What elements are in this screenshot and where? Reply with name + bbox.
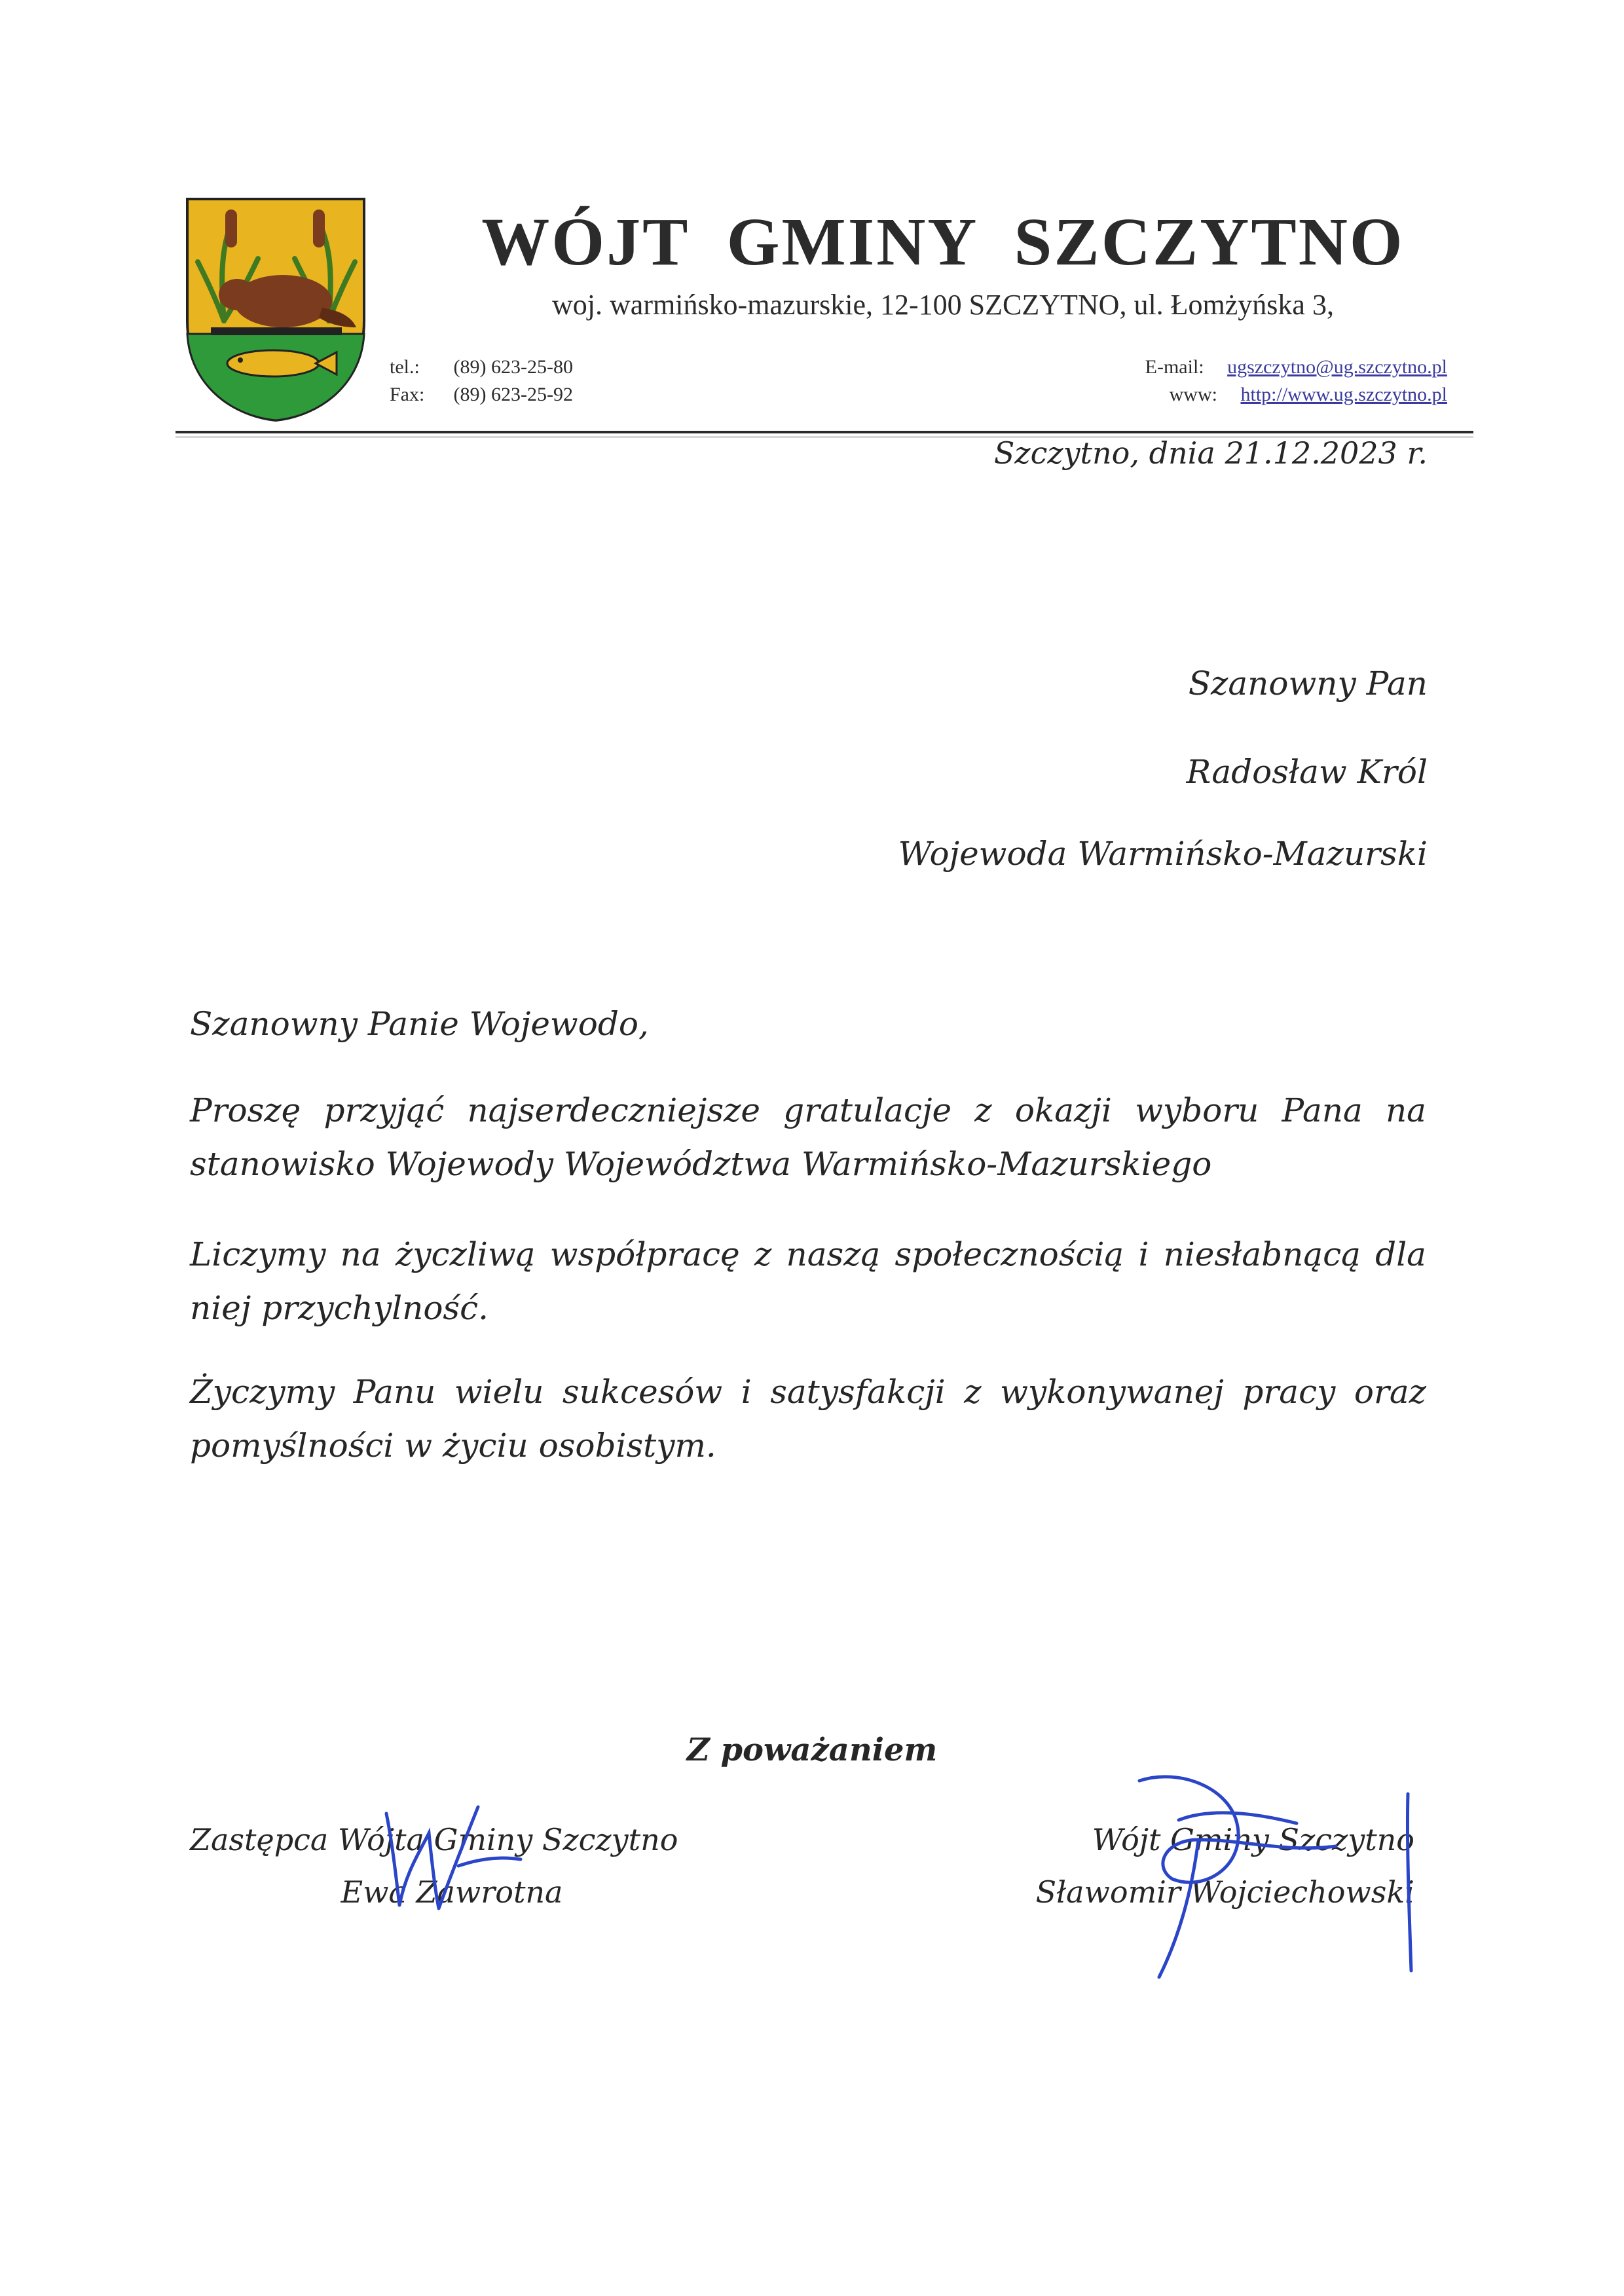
letter-date: Szczytno, dnia 21.12.2023 r.	[993, 435, 1428, 471]
www-label: www:	[1169, 384, 1217, 405]
mayor-title: Wójt Gminy Szczytno	[1092, 1822, 1414, 1857]
handwritten-signature-mayor	[1087, 1768, 1428, 1990]
tel-value: (89) 623-25-80	[453, 356, 573, 378]
recipient-name: Radosław Król	[1186, 753, 1428, 791]
recipient-greeting: Szanowny Pan	[1188, 665, 1428, 702]
body-paragraph: Proszę przyjąć najserdeczniejsze gratulacje z okazji wyboru Pana na stanowisko Wojewody Województwa Warmińsko-Mazurskiego	[190, 1091, 1426, 1183]
email-label: E-mail:	[1145, 356, 1204, 378]
fax-value: (89) 623-25-92	[453, 384, 573, 405]
online-contacts	[1145, 354, 1447, 409]
header-divider	[175, 431, 1473, 433]
body-paragraph: Życzymy Panu wielu sukcesów i satysfakcji z wykonywanej pracy oraz pomyślności w życiu osobistym.	[190, 1373, 1426, 1465]
email-link[interactable]: ugszczytno@ug.szczytno.pl	[1227, 356, 1447, 378]
email-row	[1145, 354, 1447, 381]
deputy-title: Zastępca Wójta Gminy Szczytno	[190, 1822, 678, 1857]
office-title: WÓJT GMINY SZCZYTNO	[481, 204, 1405, 280]
closing-phrase: Z poważaniem	[686, 1732, 938, 1768]
coat-of-arms-icon	[185, 196, 367, 422]
website-link[interactable]: http://www.ug.szczytno.pl	[1240, 384, 1447, 405]
body-paragraph: Liczymy na życzliwą współpracę z naszą społecznością i niesłabnącą dla niej przychylność.	[190, 1235, 1426, 1327]
fax-row	[390, 381, 573, 409]
www-row	[1145, 381, 1447, 409]
tel-label: tel.:	[390, 356, 420, 378]
fax-label: Fax:	[390, 384, 425, 405]
handwritten-signature-deputy	[367, 1794, 537, 1925]
mayor-name: Sławomir Wojciechowski	[1035, 1874, 1414, 1910]
office-address: woj. warmińsko-mazurskie, 12-100 SZCZYTNO, ul. Łomżyńska 3,	[552, 289, 1334, 321]
deputy-name: Ewa Zawrotna	[341, 1874, 563, 1910]
salutation: Szanowny Panie Wojewodo,	[190, 1005, 649, 1043]
phone-contacts	[390, 354, 573, 409]
tel-row	[390, 354, 573, 381]
recipient-position: Wojewoda Warmińsko-Mazurski	[898, 835, 1428, 873]
